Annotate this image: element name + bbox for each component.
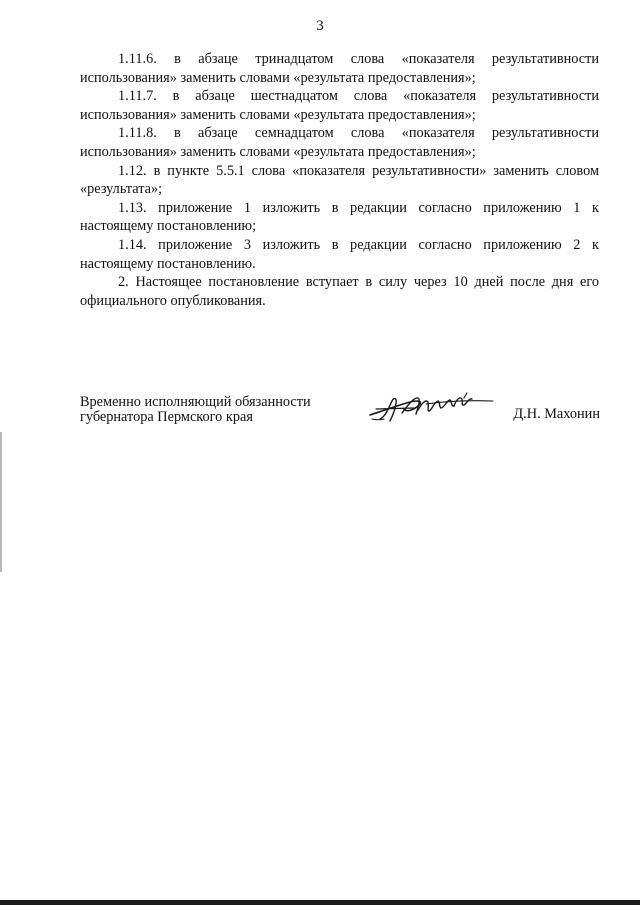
paragraph-1-11-7: 1.11.7. в абзаце шестнадцатом слова «показателя результативности использования» заменить словами «результата предоставления»; [80, 88, 599, 123]
scan-edge-mark [0, 432, 2, 572]
paragraph-1-13: 1.13. приложение 1 изложить в редакции согласно приложению 1 к настоящему постановлению; [80, 199, 599, 235]
paragraph-1-12: 1.12. в пункте 5.5.1 слова «показателя результативности» заменить словом «результата»; [80, 162, 599, 198]
signatory-title-line-1: Временно исполняющий обязанности [80, 394, 311, 410]
paragraph-2: 2. Настоящее постановление вступает в силу через 10 дней после дня его официального опубликования. [80, 274, 599, 309]
scan-bottom-edge [0, 900, 640, 905]
signature-block [80, 395, 600, 435]
document-body [80, 50, 599, 310]
paragraph-1-11-8: 1.11.8. в абзаце семнадцатом слова «показателя результативности использования» заменить словами «результата предоставления»; [80, 125, 599, 160]
paragraph-1-14: 1.14. приложение 3 изложить в редакции согласно приложению 2 к настоящему постановлению. [80, 236, 599, 272]
signatory-title [80, 395, 311, 425]
paragraph-1-11-6: 1.11.6. в абзаце тринадцатом слова «показателя результативности использования» заменить словами «результата предоставления»; [80, 51, 599, 86]
signatory-name: Д.Н. Махонин [513, 406, 600, 422]
signatory-title-line-2: губернатора Пермского края [80, 409, 253, 425]
handwritten-signature [366, 389, 496, 427]
page-number: 3 [316, 18, 324, 34]
